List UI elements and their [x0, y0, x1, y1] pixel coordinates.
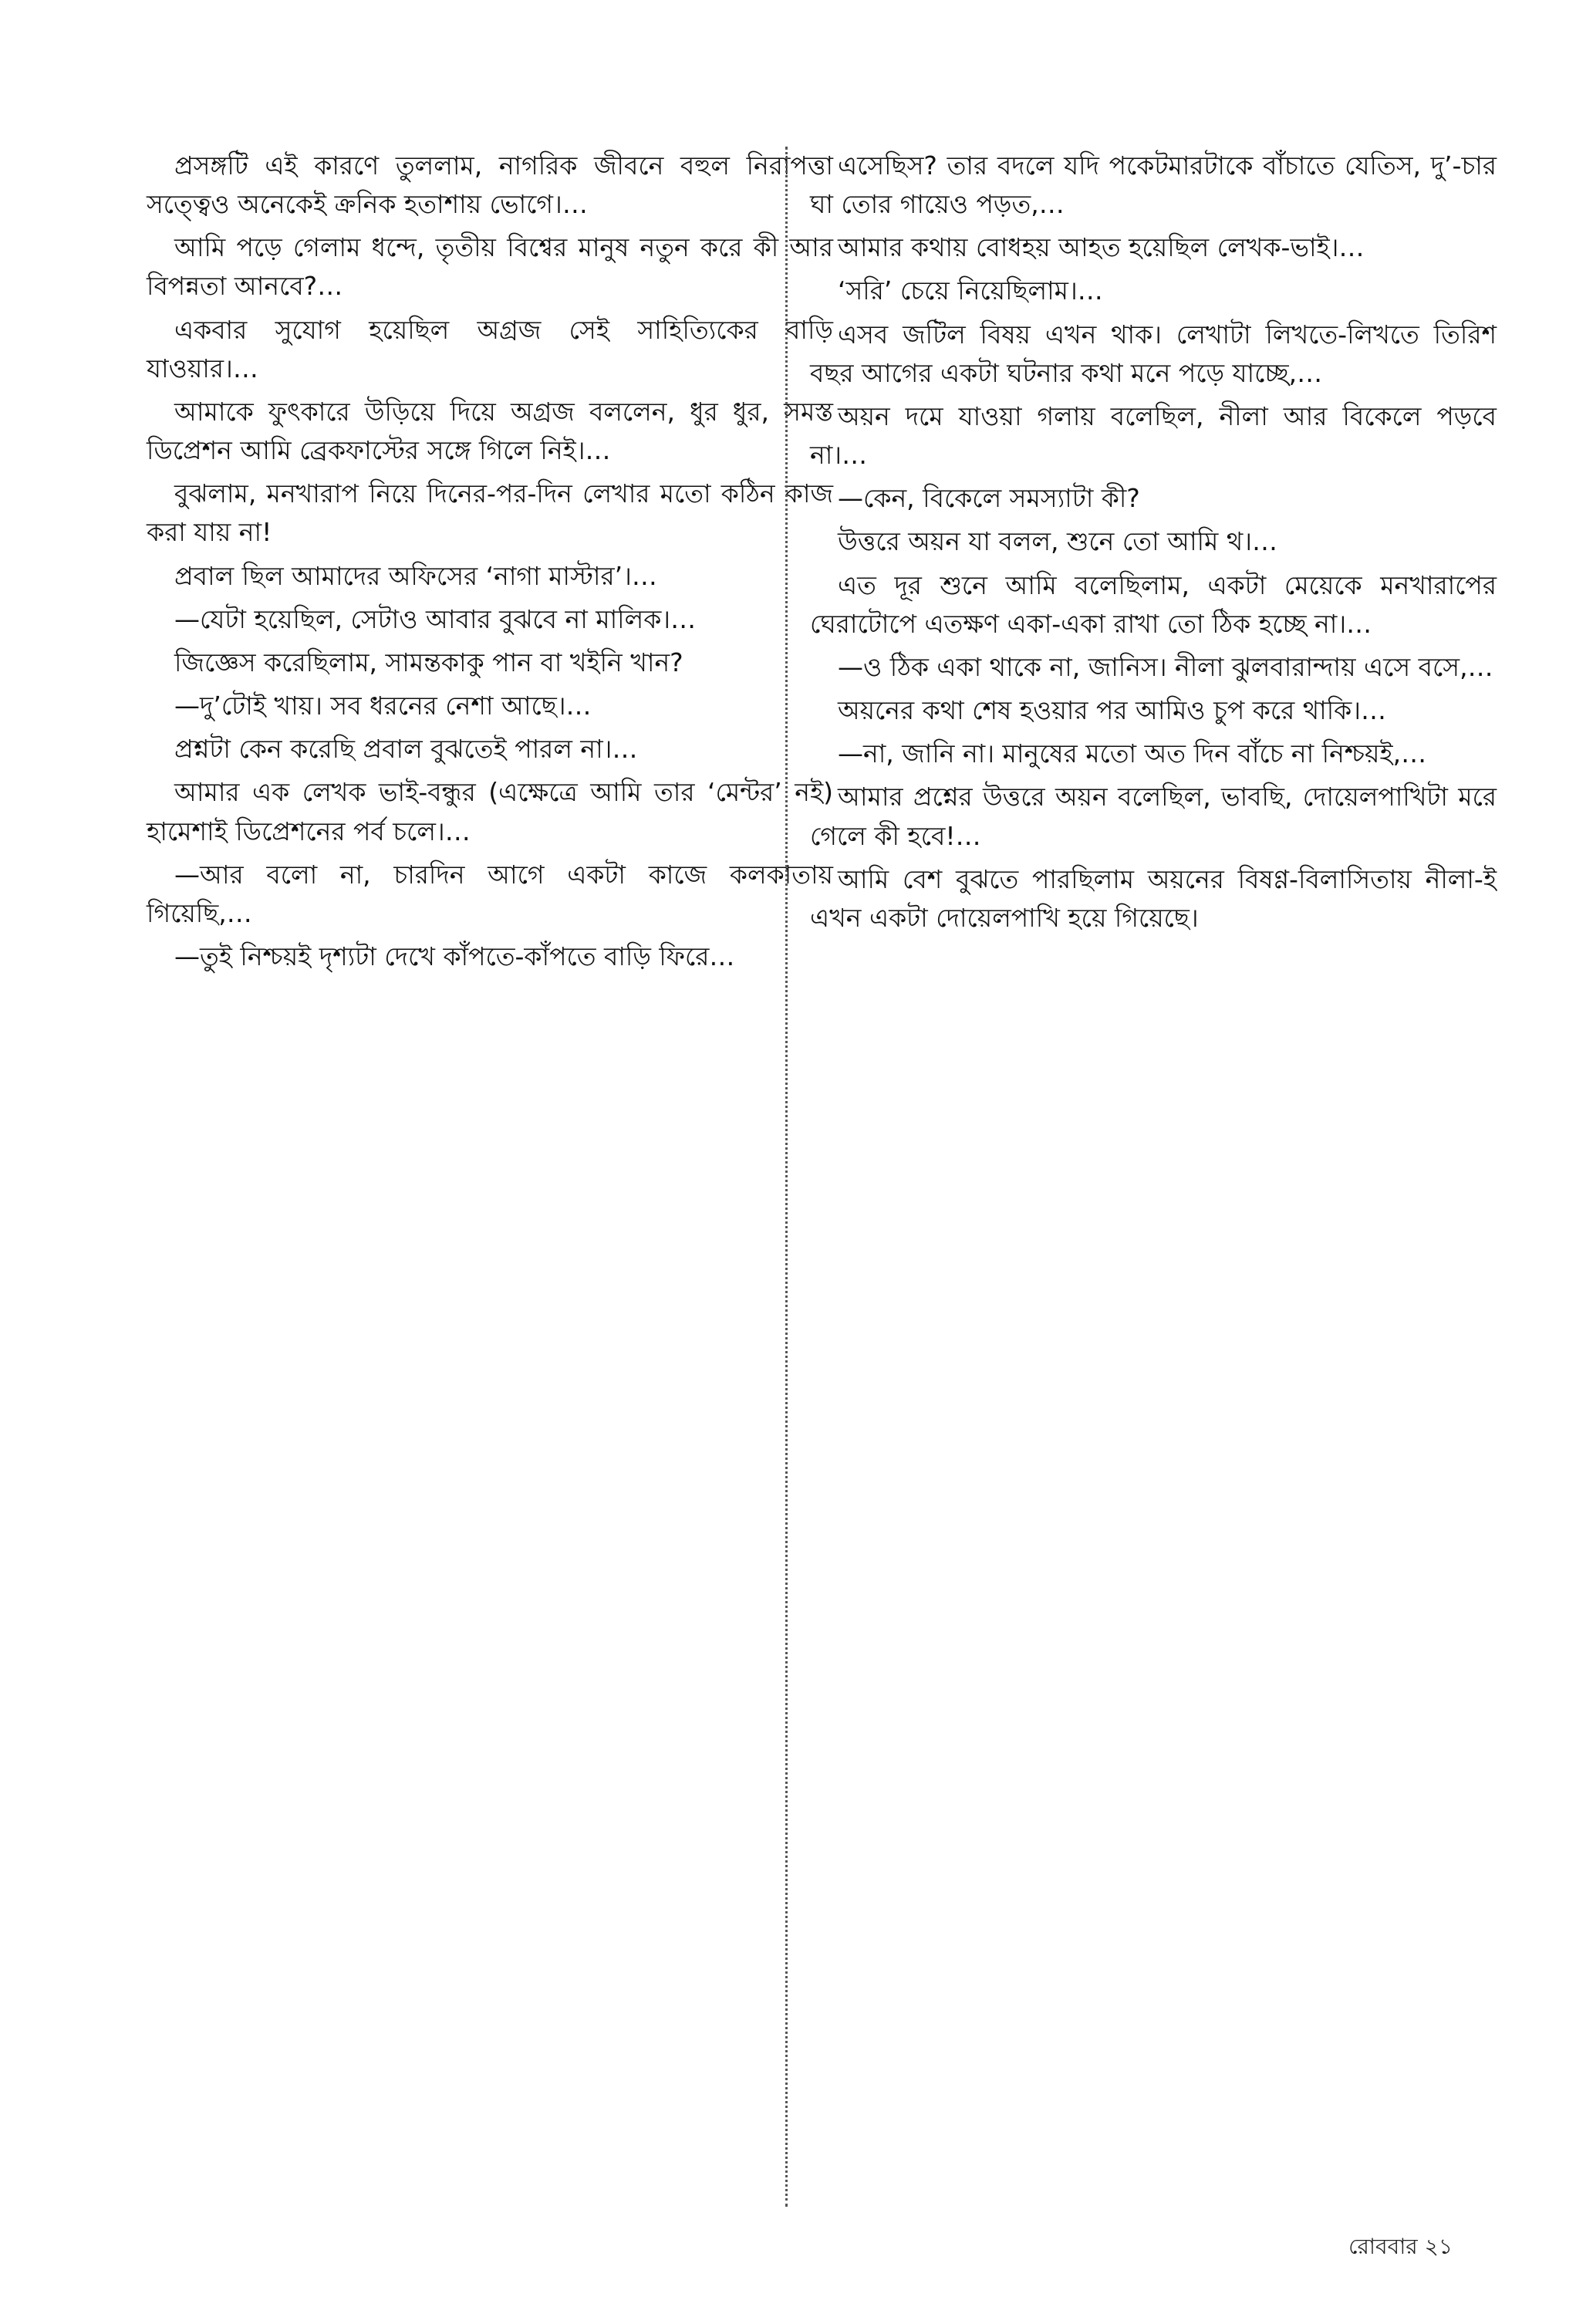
paragraph: —কেন, বিকেলে সমস্যাটা কী?	[838, 483, 1140, 514]
paragraph: আমাকে ফুৎকারে উড়িয়ে দিয়ে অগ্রজ বললেন, ধুর ধুর, সমস্ত ডিপ্রেশন আমি ব্রেকফাস্টের সঙ্গে গিলে নিই।…	[147, 396, 833, 466]
paragraph: —তুই নিশ্চয়ই দৃশ্যটা দেখে কাঁপতে-কাঁপতে বাড়ি ফিরে…	[174, 941, 735, 971]
paragraph: আমি পড়ে গেলাম ধন্দে, তৃতীয় বিশ্বের মানুষ নতুন করে কী আর বিপন্নতা আনবে?…	[147, 232, 833, 302]
paragraph: আমার প্রশ্নের উত্তরে অয়ন বলেছিল, ভাবছি, দোয়েলপাখিটা মরে গেলে কী হবে!…	[810, 782, 1497, 851]
paragraph: —যেটা হয়েছিল, সেটাও আবার বুঝবে না মালিক।…	[174, 603, 697, 634]
page-footer	[1348, 2230, 1453, 2266]
paragraph: এত দূর শুনে আমি বলেছিলাম, একটা মেয়েকে মনখারাপের ঘেরাটোপে এতক্ষণ একা-একা রাখা তো ঠিক হচ্ছে না।…	[810, 569, 1497, 639]
paragraph: এসেছিস? তার বদলে যদি পকেটমারটাকে বাঁচাতে যেতিস, দু’-চার ঘা তোর গায়েও পড়ত,…	[810, 150, 1497, 220]
paragraph: প্রশ্নটা কেন করেছি প্রবাল বুঝতেই পারল না।…	[174, 734, 638, 765]
paragraph: —আর বলো না, চারদিন আগে একটা কাজে কলকাতায় গিয়েছি,…	[147, 859, 833, 928]
paragraph: অয়নের কথা শেষ হওয়ার পর আমিও চুপ করে থাকি।…	[838, 695, 1387, 726]
paragraph: আমি বেশ বুঝতে পারছিলাম অয়নের বিষণ্ণ-বিলাসিতায় নীলা-ই এখন একটা দোয়েলপাখি হয়ে গিয়েছে।	[810, 863, 1497, 933]
article-column-left	[147, 147, 833, 981]
column-divider	[785, 147, 788, 2207]
paragraph: এসব জটিল বিষয় এখন থাক। লেখাটা লিখতে-লিখতে তিরিশ বছর আগের একটা ঘটনার কথা মনে পড়ে যাচ্ছে,…	[810, 319, 1497, 388]
paragraph: উত্তরে অয়ন যা বলল, শুনে তো আমি থ।…	[838, 526, 1277, 557]
paragraph: বুঝলাম, মনখারাপ নিয়ে দিনের-পর-দিন লেখার মতো কঠিন কাজ করা যায় না!	[147, 478, 833, 548]
paragraph: আমার কথায় বোধহয় আহত হয়েছিল লেখক-ভাই।…	[838, 232, 1365, 263]
magazine-name: রোববার	[1348, 2234, 1418, 2259]
paragraph: —দু’টোই খায়। সব ধরনের নেশা আছে।…	[174, 691, 592, 721]
paragraph: —না, জানি না। মানুষের মতো অত দিন বাঁচে না নিশ্চয়ই,…	[838, 738, 1427, 769]
paragraph: প্রসঙ্গটি এই কারণে তুললাম, নাগরিক জীবনে বহুল নিরাপত্তা সত্ত্বেও অনেকেই ক্রনিক হতাশায় ভোগে।…	[147, 150, 833, 220]
page-number: ২১	[1424, 2234, 1453, 2259]
paragraph: —ও ঠিক একা থাকে না, জানিস। নীলা ঝুলবারান্দায় এসে বসে,…	[838, 651, 1493, 682]
article-column-right	[810, 147, 1497, 942]
paragraph: একবার সুযোগ হয়েছিল অগ্রজ সেই সাহিত্যিকের বাড়ি যাওয়ার।…	[147, 314, 833, 383]
paragraph: ‘সরি’ চেয়ে নিয়েছিলাম।…	[838, 275, 1103, 306]
paragraph: জিজ্ঞেস করেছিলাম, সামন্তকাকু পান বা খইনি খান?	[174, 647, 683, 677]
paragraph: আমার এক লেখক ভাই-বন্ধুর (এক্ষেত্রে আমি তার ‘মেন্টর’ নই) হামেশাই ডিপ্রেশনের পর্ব চলে।…	[147, 777, 833, 846]
paragraph: প্রবাল ছিল আমাদের অফিসের ‘নাগা মাস্টার’।…	[174, 560, 657, 591]
paragraph: অয়ন দমে যাওয়া গলায় বলেছিল, নীলা আর বিকেলে পড়বে না।…	[810, 400, 1497, 471]
